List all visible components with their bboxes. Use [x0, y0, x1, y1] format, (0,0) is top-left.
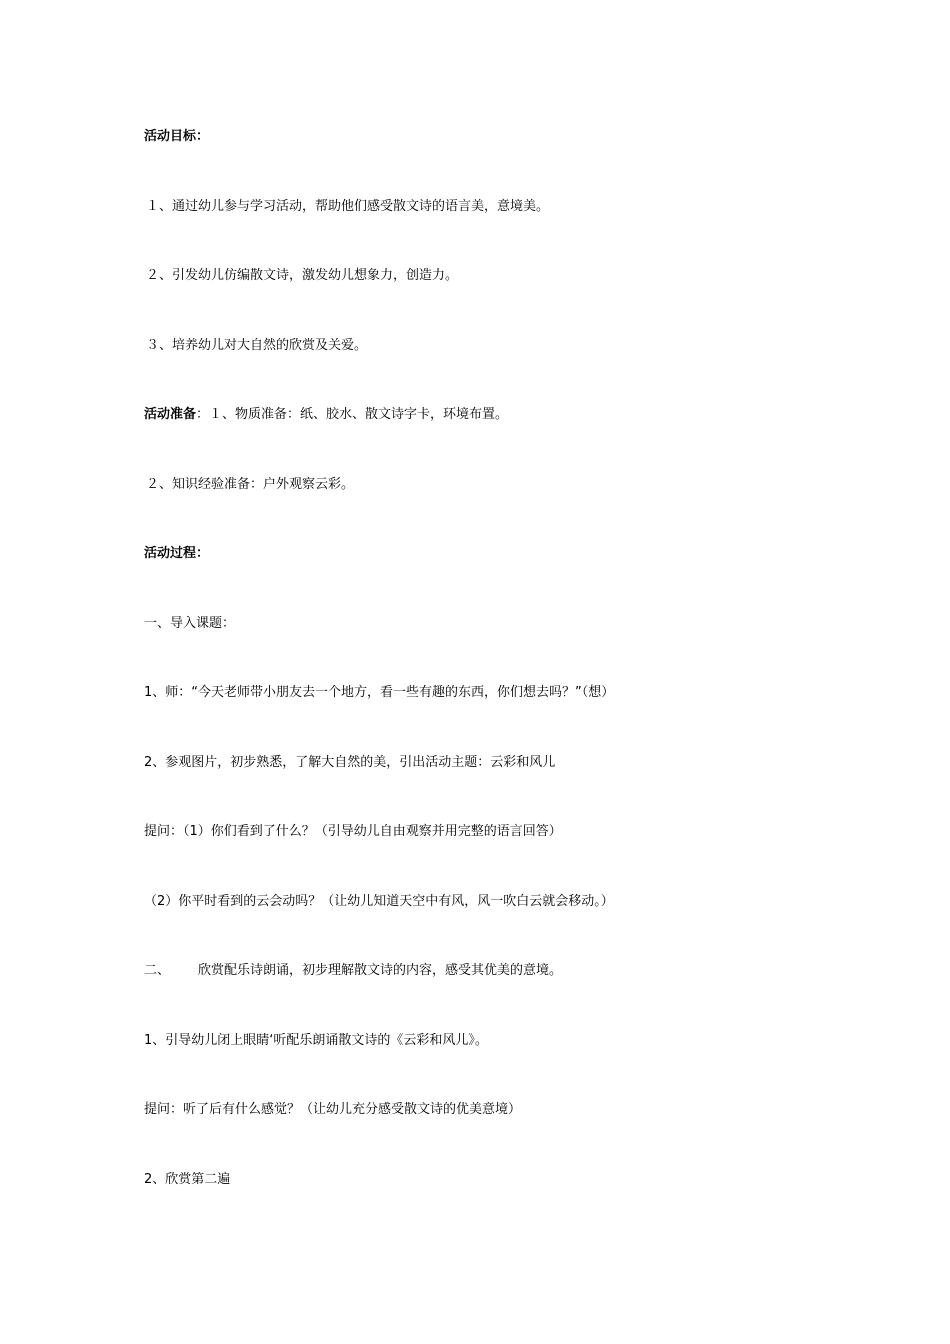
goal-item-3: ３、培养幼儿对大自然的欣赏及关爱。 — [146, 338, 368, 353]
question-1: 提问：（1）你们看到了什么？（引导幼儿自由观察并用完整的语言回答） — [144, 824, 562, 839]
preparation-item-2: ２、知识经验准备：户外观察云彩。 — [146, 477, 355, 492]
step-2-title-line — [144, 962, 562, 980]
step-2-number: 二、 — [144, 963, 171, 978]
step-1-title: 一、导入课题： — [144, 616, 236, 631]
question-3: 提问：听了后有什么感觉？（让幼儿充分感受散文诗的优美意境） — [144, 1102, 522, 1117]
step-2-title: 欣赏配乐诗朗诵，初步理解散文诗的内容，感受其优美的意境。 — [198, 963, 563, 978]
goal-item-2: ２、引发幼儿仿编散文诗，激发幼儿想象力，创造力。 — [146, 268, 459, 283]
process-heading: 活动过程： — [144, 546, 210, 561]
step-1-item-1: 1、师：“今天老师带小朋友去一个地方，看一些有趣的东西，你们想去吗？”（想） — [144, 685, 615, 700]
step-1-item-2: 2、参观图片，初步熟悉，了解大自然的美，引出活动主题：云彩和风儿 — [144, 755, 556, 770]
preparation-item-1: ：１、物质准备：纸、胶水、散文诗字卡，环境布置。 — [196, 407, 509, 422]
goal-item-1: １、通过幼儿参与学习活动，帮助他们感受散文诗的语言美，意境美。 — [146, 199, 550, 214]
preparation-line-1 — [144, 406, 508, 424]
goal-heading: 活动目标： — [144, 129, 210, 144]
step-2-item-1: 1、引导幼儿闭上眼睛‘听配乐朗诵散文诗的《云彩和风儿》。 — [144, 1033, 488, 1048]
preparation-heading: 活动准备 — [144, 407, 197, 422]
question-2: （2）你平时看到的云会动吗？（让幼儿知道天空中有风，风一吹白云就会移动。） — [144, 894, 614, 909]
step-2-item-2: 2、欣赏第二遍 — [144, 1172, 231, 1187]
